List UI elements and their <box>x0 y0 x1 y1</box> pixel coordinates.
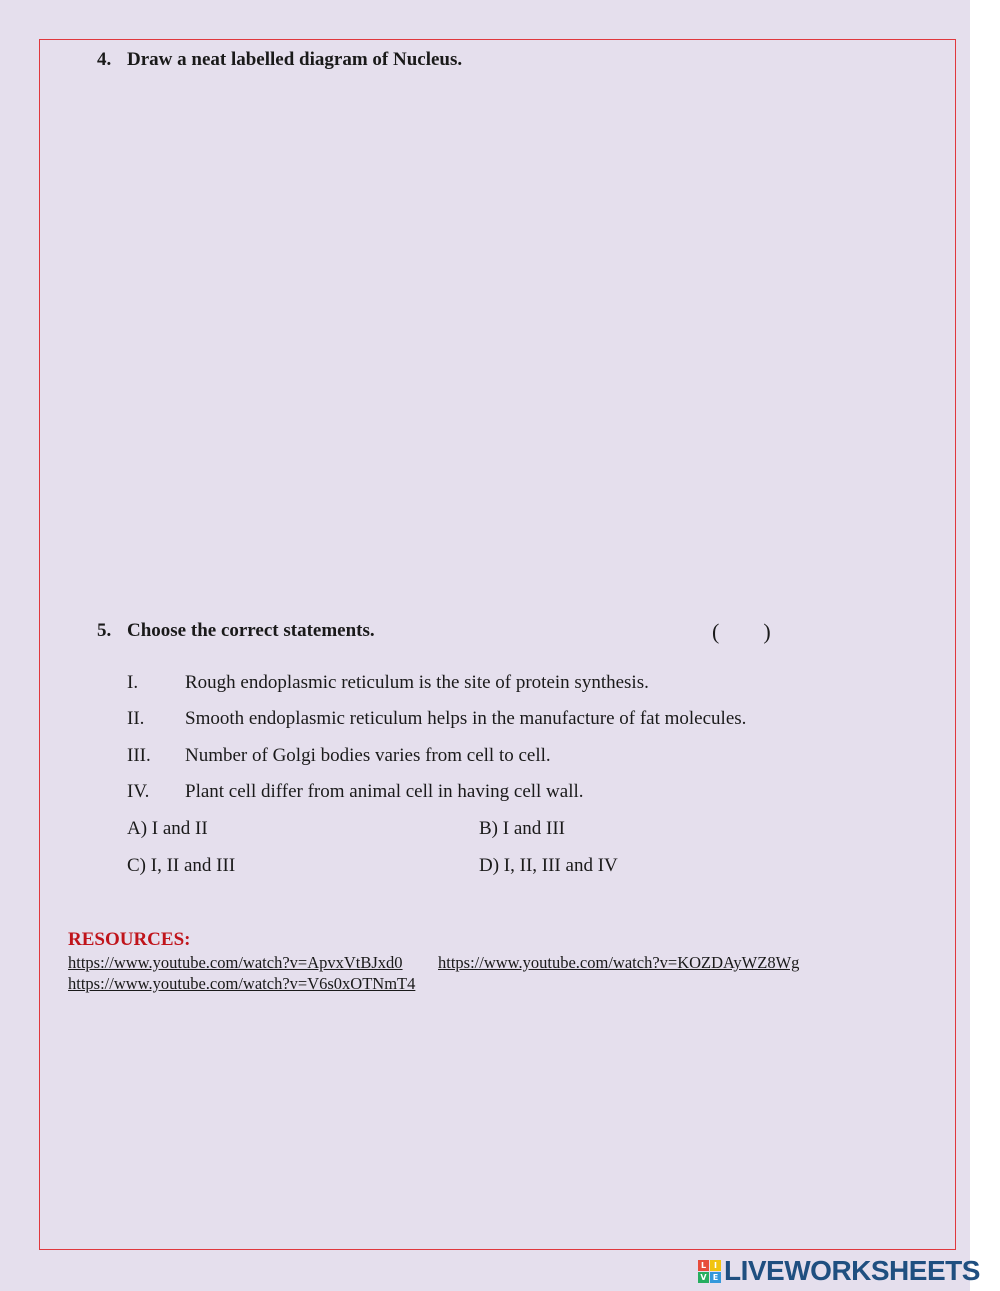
logo-tile: L <box>698 1260 709 1271</box>
logo-tile: V <box>698 1272 709 1283</box>
question-5-number: 5. <box>97 620 112 641</box>
statement-number: II. <box>127 708 145 729</box>
question-4-number: 4. <box>97 49 112 70</box>
liveworksheets-logo <box>698 1257 980 1285</box>
statement-number: III. <box>127 745 151 766</box>
liveworksheets-logo-icon <box>698 1260 721 1283</box>
statement-text: Plant cell differ from animal cell in having cell wall. <box>185 781 584 802</box>
resource-link-3[interactable]: https://www.youtube.com/watch?v=V6s0xOTNmT4 <box>68 974 416 993</box>
statement-number: I. <box>127 672 139 693</box>
resource-link-1[interactable]: https://www.youtube.com/watch?v=ApvxVtBJxd0 <box>68 953 403 972</box>
statement-text: Rough endoplasmic reticulum is the site of protein synthesis. <box>185 672 649 693</box>
statement-number: IV. <box>127 781 150 802</box>
option-b[interactable]: B) I and III <box>479 818 565 839</box>
option-d[interactable]: D) I, II, III and IV <box>479 855 618 876</box>
statement-text: Smooth endoplasmic reticulum helps in the manufacture of fat molecules. <box>185 708 747 729</box>
logo-tile: I <box>710 1260 721 1271</box>
diagram-drawing-area[interactable] <box>97 85 897 585</box>
answer-bracket[interactable]: ( ) <box>712 619 771 644</box>
brand-name: LIVEWORKSHEETS <box>724 1255 980 1286</box>
option-c[interactable]: C) I, II and III <box>127 855 236 876</box>
resources-heading: RESOURCES: <box>68 929 191 950</box>
resource-link-2[interactable]: https://www.youtube.com/watch?v=KOZDAyWZ8Wg <box>438 953 800 972</box>
option-a[interactable]: A) I and II <box>127 818 208 839</box>
logo-tile: E <box>710 1272 721 1283</box>
statement-text: Number of Golgi bodies varies from cell to cell. <box>185 745 551 766</box>
question-4-title: Draw a neat labelled diagram of Nucleus. <box>127 49 463 70</box>
question-5-title: Choose the correct statements. <box>127 620 375 641</box>
